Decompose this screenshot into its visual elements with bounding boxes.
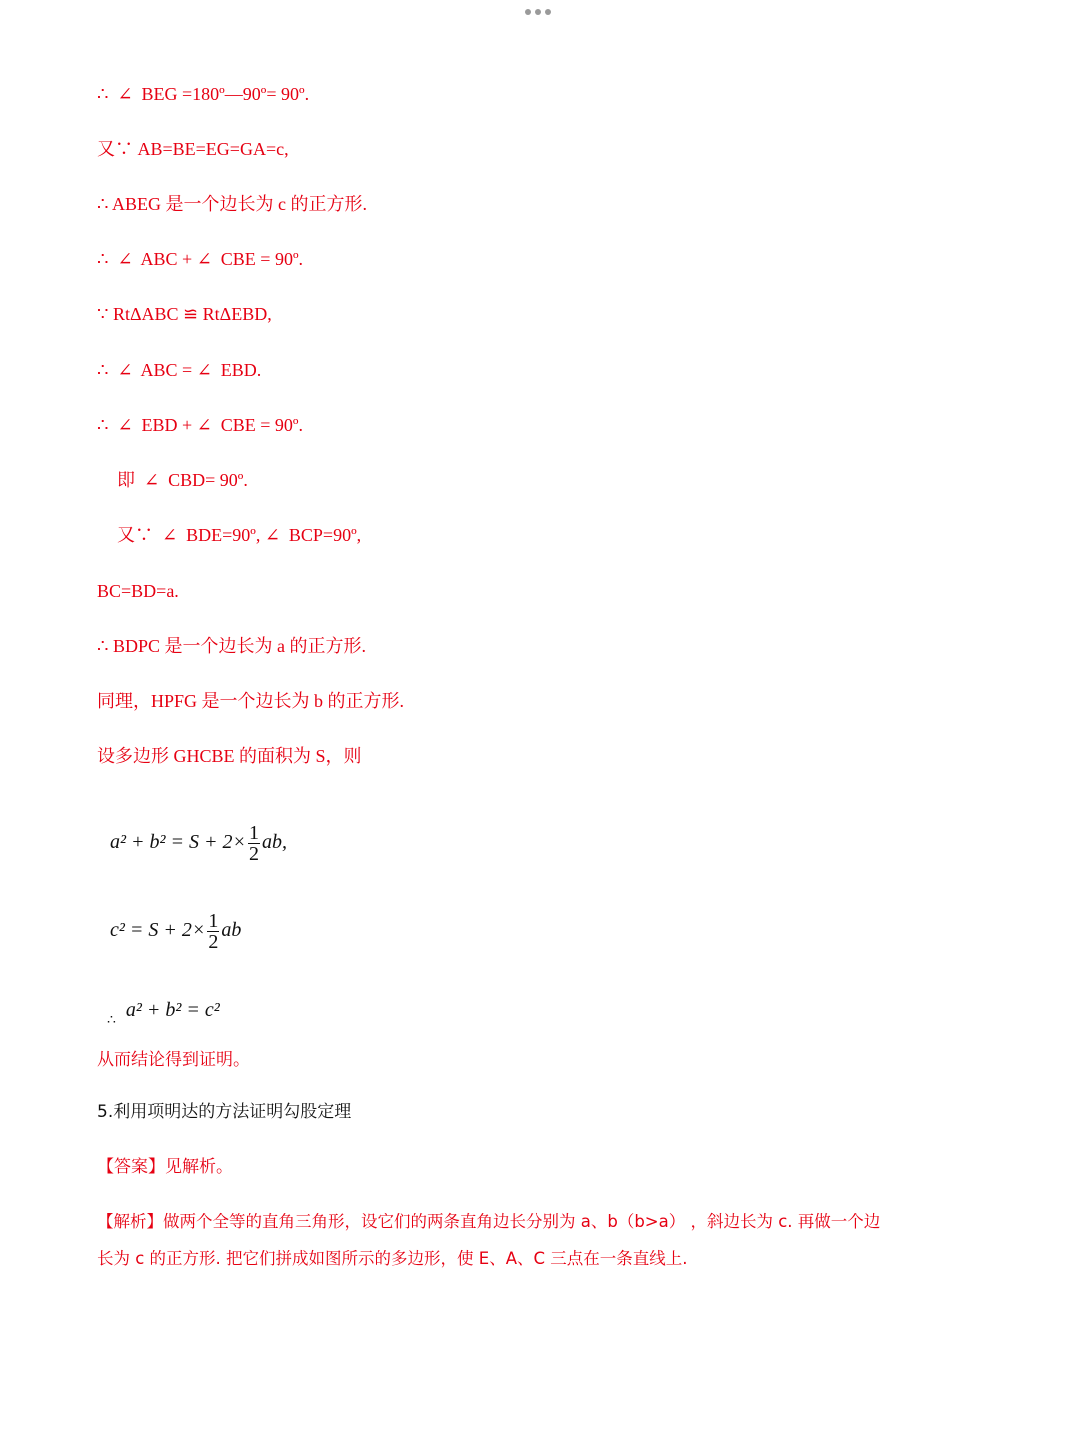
fraction-numerator: 1 (208, 910, 219, 932)
analysis-line-2: 长为 c 的正方形. 把它们拼成如图所示的多边形，使 E、A、C 三点在一条直线上. (97, 1249, 688, 1268)
more-options-dots[interactable] (525, 9, 551, 15)
proof-line-8: 即 ∠ CBD= 90º. (117, 470, 248, 490)
formula-2 (100, 888, 241, 952)
therefore-symbol: ∴ (107, 1013, 116, 1028)
proof-line-4: ∴ ∠ ABC + ∠ CBE = 90º. (97, 249, 304, 269)
proof-line-5: ∵ RtΔABC ≌ RtΔEBD, (97, 304, 272, 324)
formula-2-left: c² = S + 2× (110, 919, 206, 942)
formula-1-right: ab, (261, 831, 287, 854)
formula-3-text: a² + b² = c² (125, 999, 220, 1021)
formula-1-left: a² + b² = S + 2× (110, 831, 246, 854)
answer-text: 【答案】见解析。 (97, 1157, 233, 1177)
fraction-half (207, 911, 219, 952)
proof-line-2: 又∵ AB=BE=EG=GA=c, (97, 139, 289, 159)
proof-line-1: ∴ ∠ BEG =180º—90º= 90º. (97, 84, 310, 104)
dot (535, 9, 541, 15)
fraction-denominator: 2 (208, 931, 219, 953)
proof-line-7: ∴ ∠ EBD + ∠ CBE = 90º. (97, 415, 304, 435)
proof-line-3: ∴ ABEG 是一个边长为 c 的正方形. (97, 194, 367, 214)
formula-1 (100, 800, 287, 864)
fraction-half (248, 823, 260, 864)
analysis-line-1: 【解析】做两个全等的直角三角形，设它们的两条直角边长分别为 a、b（b>a） ，斜边长为 c. 再做一个边 (97, 1212, 881, 1231)
proof-line-11: ∴ BDPC 是一个边长为 a 的正方形. (97, 636, 366, 656)
fraction-numerator: 1 (248, 822, 259, 844)
proof-line-6: ∴ ∠ ABC = ∠ EBD. (97, 360, 262, 380)
dot (525, 9, 531, 15)
proof-line-10: BC=BD=a. (97, 581, 179, 601)
proof-line-9: 又∵ ∠ BDE=90º, ∠ BCP=90º, (117, 525, 362, 545)
dot (545, 9, 551, 15)
proof-line-12: 同理，HPFG 是一个边长为 b 的正方形. (97, 691, 405, 711)
fraction-denominator: 2 (248, 843, 259, 865)
formula-2-right: ab (221, 919, 242, 942)
formula-3 (97, 976, 220, 1028)
conclusion-text: 从而结论得到证明。 (97, 1050, 250, 1070)
question-5: 5.利用项明达的方法证明勾股定理 (97, 1102, 352, 1122)
proof-line-13: 设多边形 GHCBE 的面积为 S，则 (97, 746, 362, 766)
